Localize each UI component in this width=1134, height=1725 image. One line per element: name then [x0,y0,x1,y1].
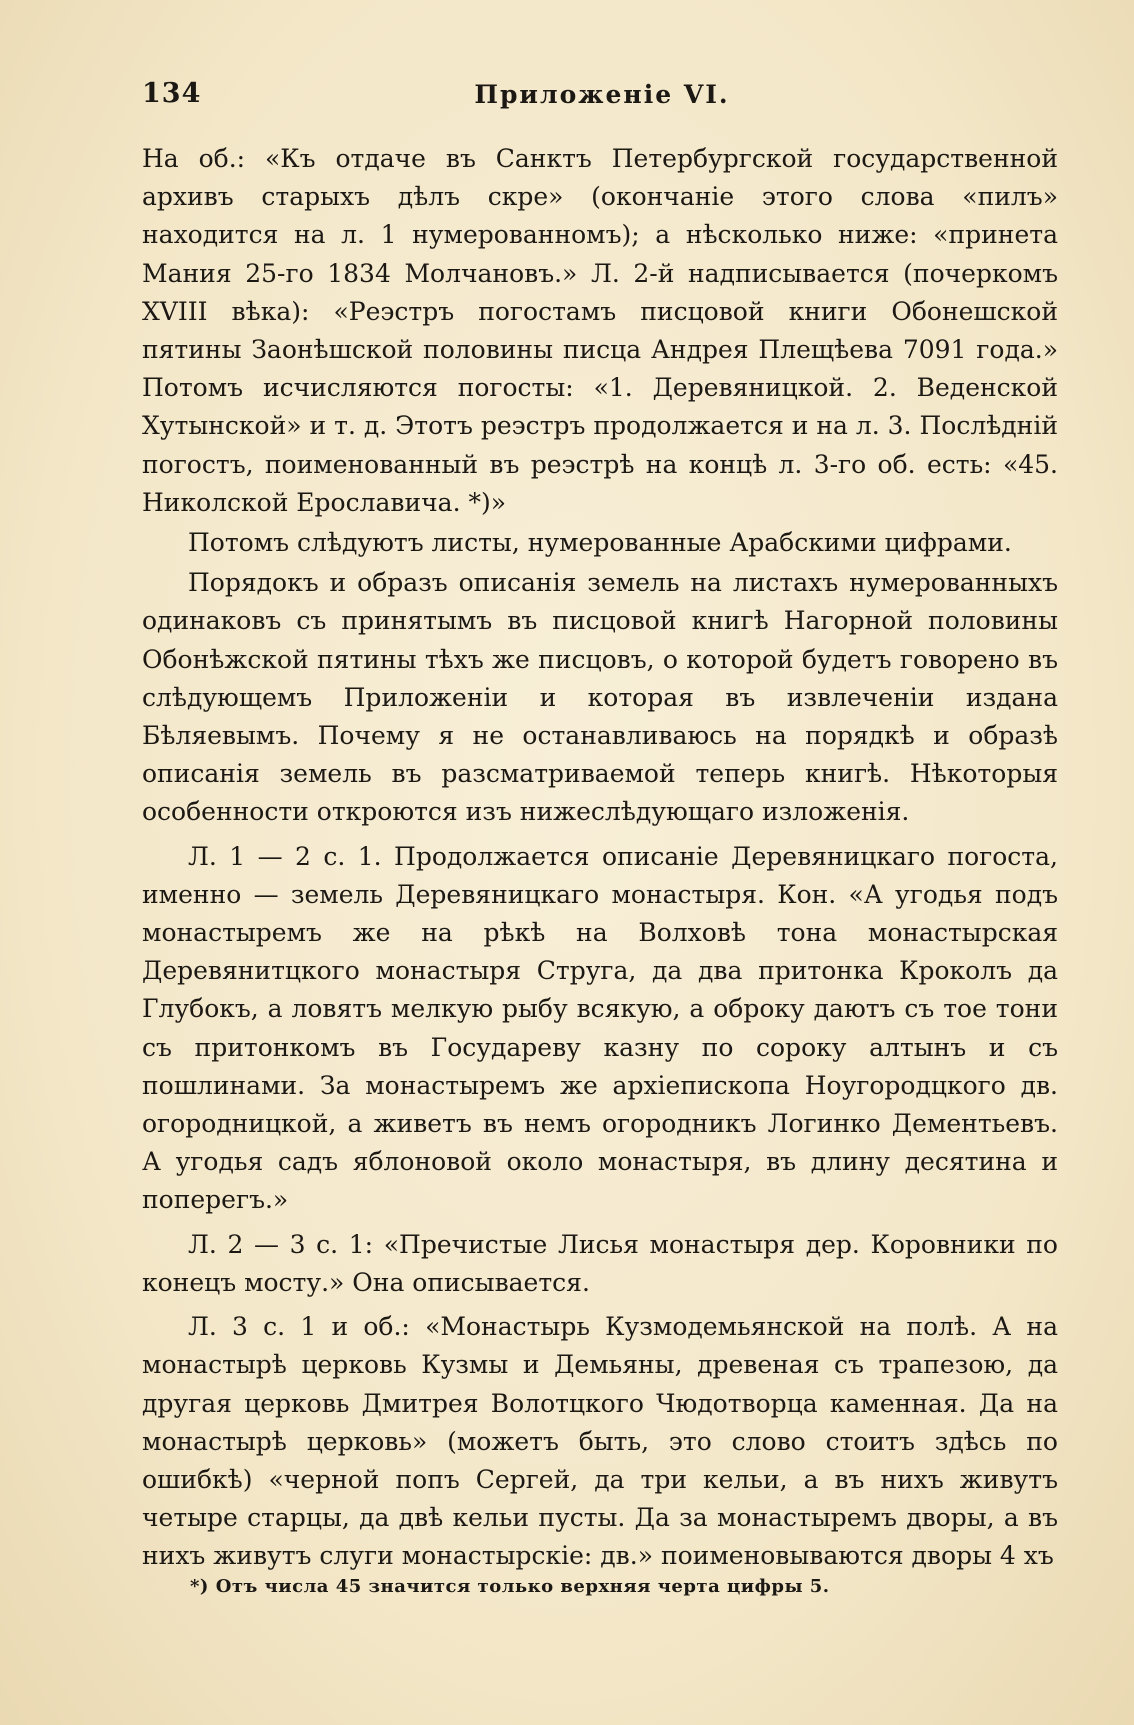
paragraph-arabic-leaves: Потомъ слѣдуютъ листы, нумерованные Арабскими цифрами. [188,528,1012,558]
footnote: *) Отъ числа 45 значится только верхняя черта цифры 5. [190,1576,830,1597]
paragraph-archive-note: На об.: «Къ отдаче въ Санктъ Петербургской государственной архивъ старыхъ дѣлъ скре» (окончаніе этого слова «пилъ» находится на л. 1 нумерованномъ); а нѣсколько ниже: «принета Мания 25-го 1834 Молчановъ.» Л. 2-й надписывается (почеркомъ XVIII вѣка): «Реэстръ погостамъ писцовой книги Обонешской пятины Заонѣшской половины писца Андрея Плещѣева 7091 года.» Потомъ исчисляются погосты: «1. Деревяницкой. 2. Веденской Хутынской» и т. д. Этотъ реэстръ продолжается и на л. 3. Послѣдній погостъ, поименованный въ реэстрѣ на концѣ л. 3-го об. есть: «45. Николской Ерославича. *)» [142,144,1058,517]
paragraph-leaf-3: Л. 3 с. 1 и об.: «Монастырь Кузмодемьянской на полѣ. А на монастырѣ церковь Кузмы и Демьяны, древеная съ трапезою, да другая церковь Дмитрея Волотцкого Чюдотворца каменная. Да на монастырѣ церковь» (можетъ быть, это слово стоитъ здѣсь по ошибкѣ) «черной попъ Сергей, да три кельи, а въ нихъ живутъ четыре старцы, да двѣ кельи пусты. Да за монастыремъ дворы, а въ нихъ живутъ слуги монастырскіе: дв.» поименовываются дворы 4 хъ [142,1312,1058,1571]
paragraph-description-order: Порядокъ и образъ описанія земель на листахъ нумерованныхъ одинаковъ съ принятымъ въ писцовой книгѣ Нагорной половины Обонѣжской пятины тѣхъ же писцовъ, о которой будетъ говорено въ слѣдующемъ Приложеніи и которая въ извлеченіи издана Бѣляевымъ. Почему я не останавливаюсь на порядкѣ и образѣ описанія земель въ разсматриваемой теперь книгѣ. Нѣкоторыя особенности откроются изъ нижеслѣдующаго изложенія. [142,568,1058,827]
body-text [142,140,1058,1578]
paragraph-leaf-1-2: Л. 1 — 2 с. 1. Продолжается описаніе Деревяницкаго погоста, именно — земель Деревяницкаго монастыря. Кон. «А угодья подъ монастыремъ же на рѣкѣ на Волховѣ тона монастырская Деревянитцкого монастыря Струга, да два притонка Кроколъ да Глубокъ, а ловятъ мелкую рыбу всякую, а оброку даютъ съ тое тони съ притонкомъ въ Государеву казну по сороку алтынъ и съ пошлинами. За монастыремъ же архіепископа Ноугородцкого дв. огородницкой, а живетъ въ немъ огородникъ Логинко Дементьевъ. А угодья садъ яблоновой около монастыря, въ длину десятина и поперегъ.» [142,841,1058,1215]
running-title: Приложеніе VI. [474,80,730,109]
page-number: 134 [142,78,202,109]
paragraph-leaf-2-3: Л. 2 — 3 с. 1: «Пречистые Лисья монастыря дер. Коровники по конецъ мосту.» Она описывается. [142,1229,1058,1297]
page-header [142,78,1062,118]
